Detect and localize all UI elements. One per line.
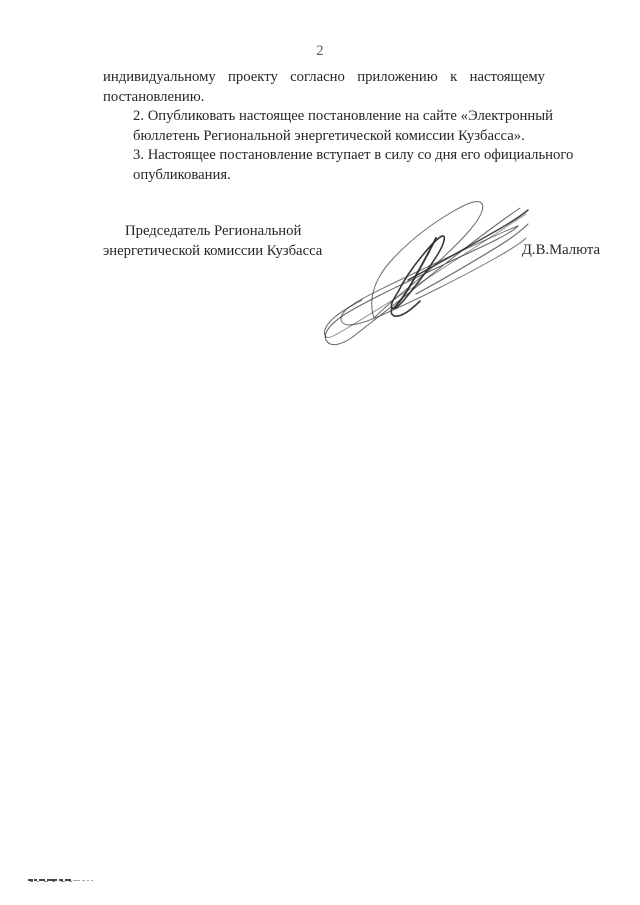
signatory-title-line-2: энергетической комиссии Кузбасса — [103, 242, 323, 259]
paragraph-continued-line-1: индивидуальному проекту согласно приложению к настоящему — [103, 69, 545, 85]
paragraph-item-3-line-2: опубликования. — [133, 166, 231, 183]
signature-ink — [312, 196, 530, 348]
paragraph-continued-line-2: постановлению. — [103, 88, 205, 105]
paragraph-item-3 — [103, 146, 574, 185]
signatory-title — [103, 222, 403, 261]
paragraph-item-3-line-1: 3. Настоящее постановление вступает в силу со дня его официального — [133, 147, 574, 164]
signatory-title-line-1: Председатель Региональной — [125, 223, 302, 239]
handwritten-signature — [312, 196, 530, 348]
paragraph-continued — [103, 68, 545, 107]
paragraph-item-2-line-2: бюллетень Региональной энергетической комиссии Кузбасса». — [133, 127, 525, 144]
signatory-name: Д.В.Малюта — [521, 242, 600, 258]
document-body — [103, 68, 574, 186]
page-number: 2 — [316, 43, 324, 59]
paragraph-item-2-line-1: 2. Опубликовать настоящее постановление на сайте «Электронный — [133, 108, 553, 125]
paragraph-item-2 — [103, 107, 553, 146]
scan-artifact — [28, 879, 94, 882]
